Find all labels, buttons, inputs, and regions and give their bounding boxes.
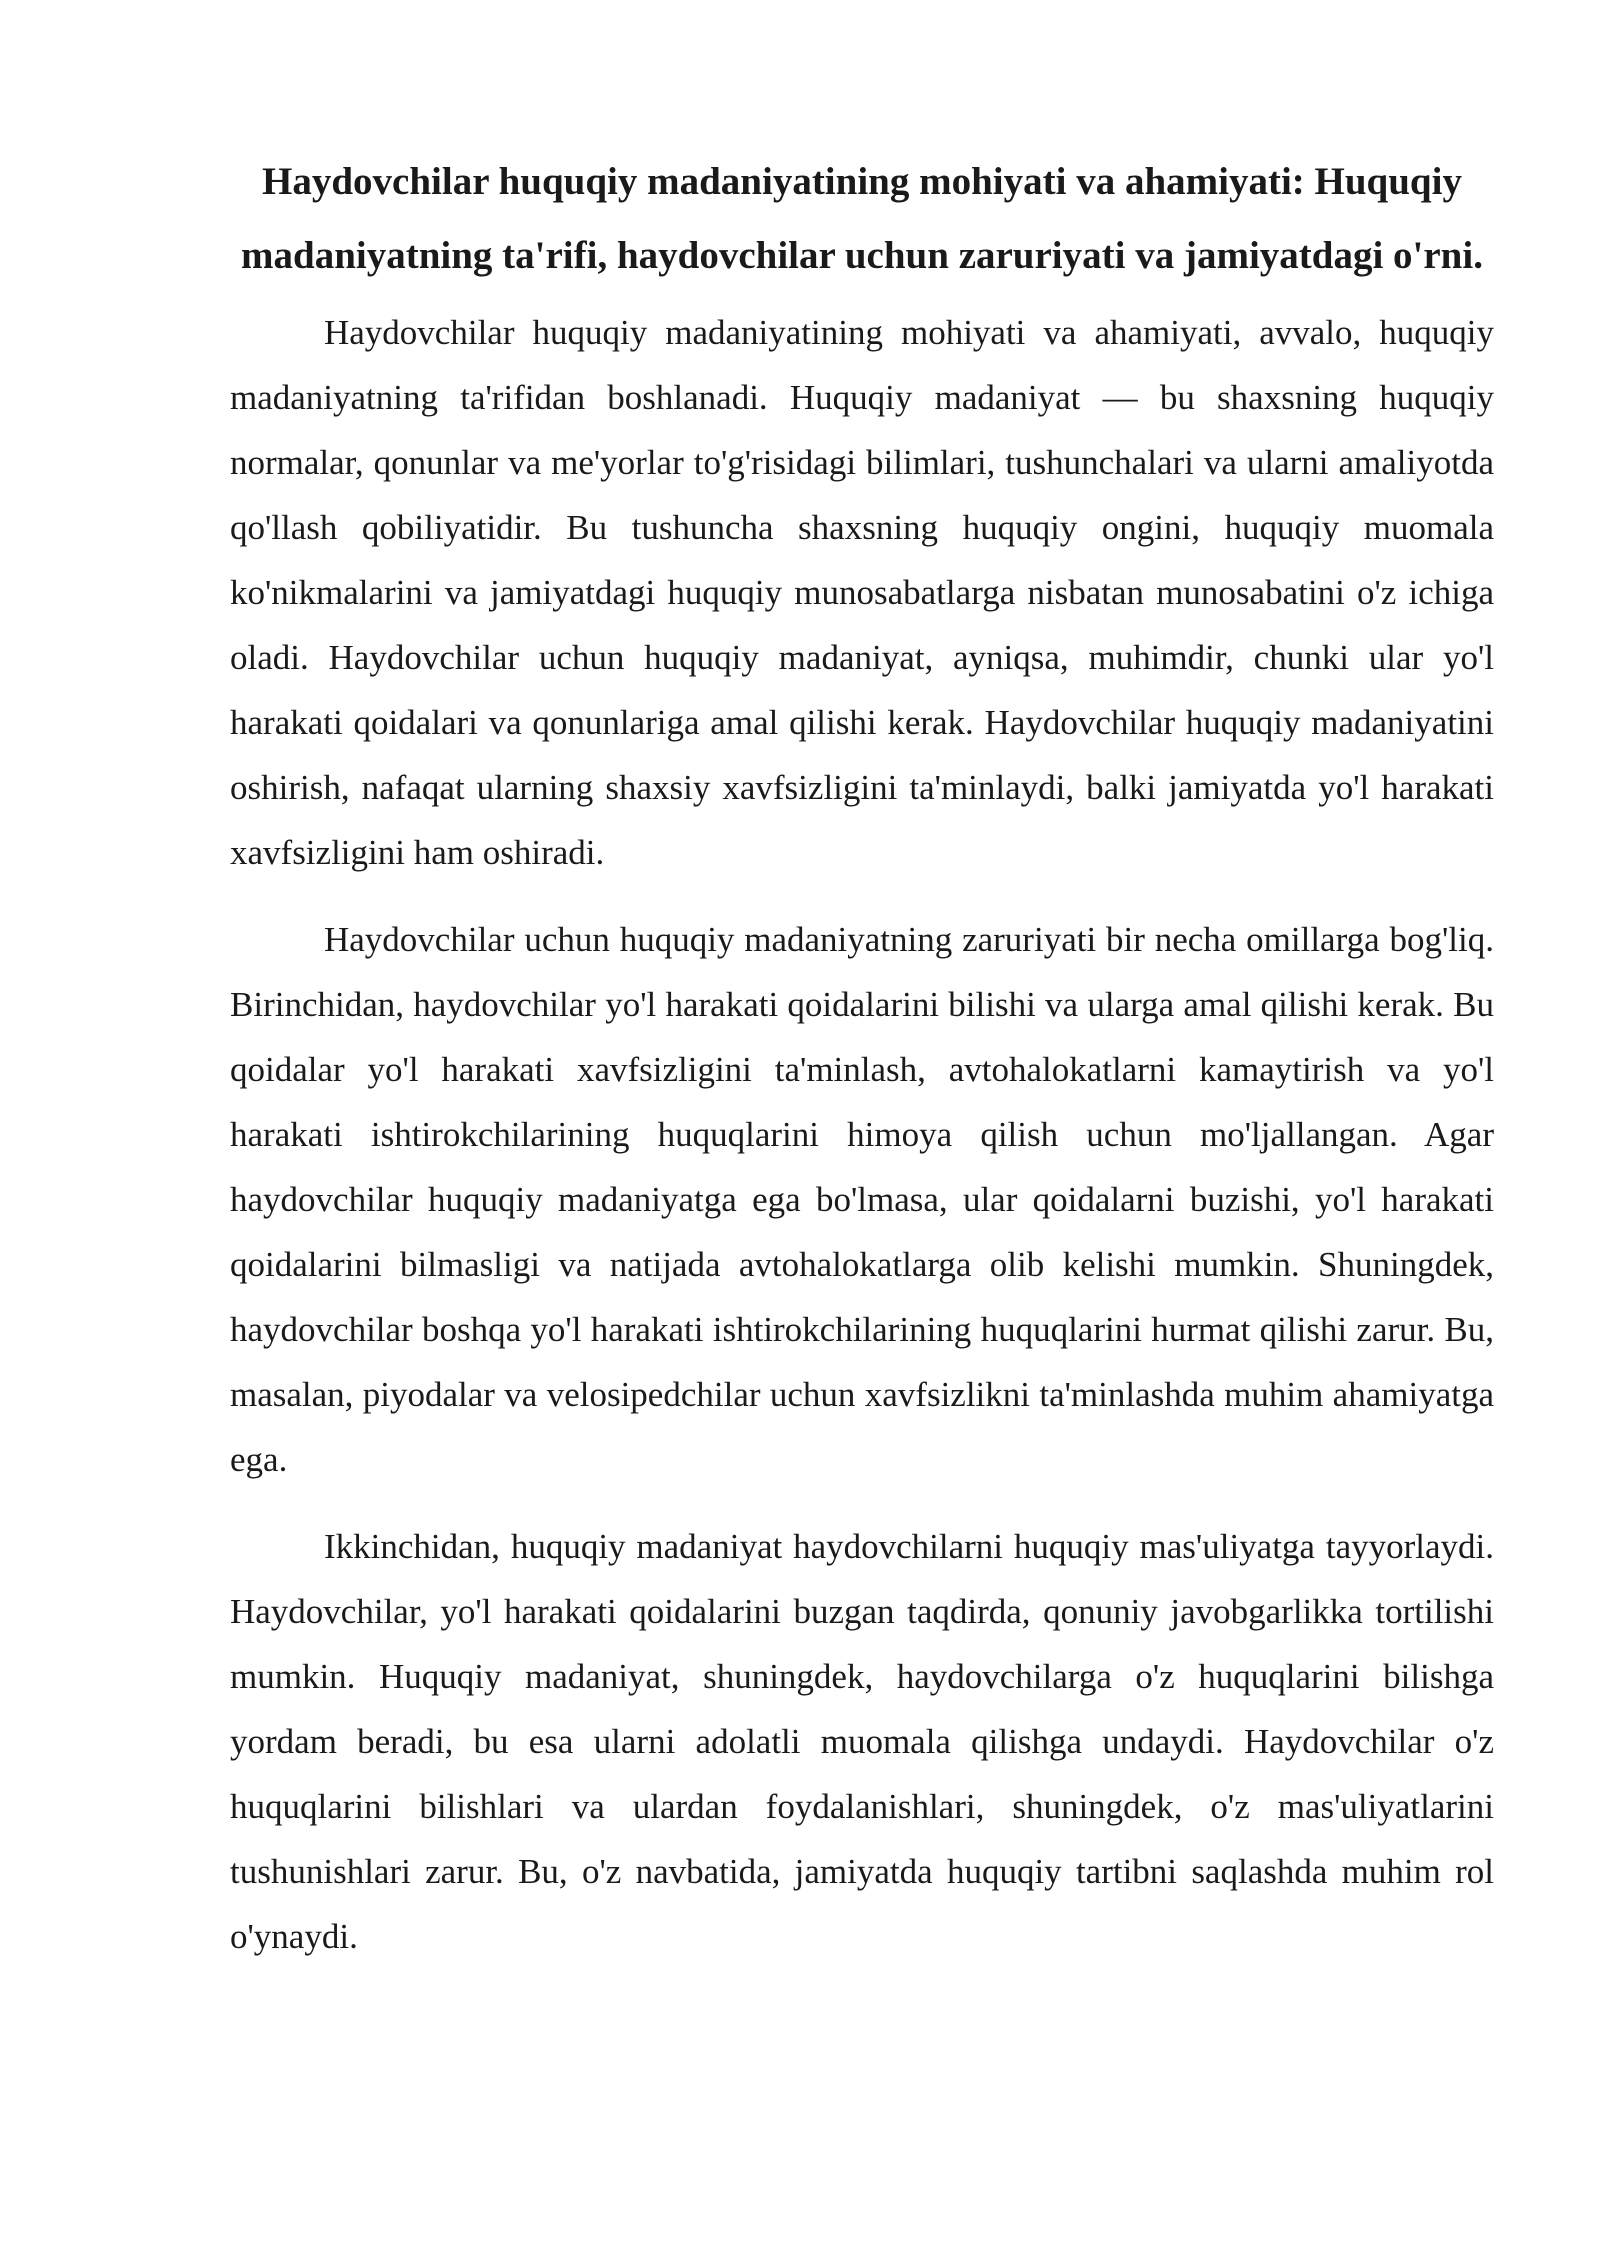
- document-title: Haydovchilar huquqiy madaniyatining mohiyati va ahamiyati: Huquqiy madaniyatning ta'rifi, haydovchilar uchun zaruriyati va jamiyatdagi o'rni.: [241, 160, 1483, 277]
- paragraph-2: Haydovchilar uchun huquqiy madaniyatning zaruriyati bir necha omillarga bog'liq. Birinchidan, haydovchilar yo'l harakati qoidalarini bilishi va ularga amal qilishi kerak. Bu qoidalar yo'l harakati xavfsizligini ta'minlash, avtohalokatlarni kamaytirish va yo'l harakati ishtirokchilarining huquqlarini himoya qilish uchun mo'ljallangan. Agar haydovchilar huquqiy madaniyatga ega bo'lmasa, ular qoidalarni buzishi, yo'l harakati qoidalarini bilmasligi va natijada avtohalokatlarga olib kelishi mumkin. Shuningdek, haydovchilar boshqa yo'l harakati ishtirokchilarining huquqlarini hurmat qilishi zarur. Bu, masalan, piyodalar va velosipedchilar uchun xavfsizlikni ta'minlashda muhim ahamiyatga ega.: [230, 920, 1494, 1479]
- paragraph-3: Ikkinchidan, huquqiy madaniyat haydovchilarni huquqiy mas'uliyatga tayyorlaydi. Haydovchilar, yo'l harakati qoidalarini buzgan taqdirda, qonuniy javobgarlikka tortilishi mumkin. Huquqiy madaniyat, shuningdek, haydovchilarga o'z huquqlarini bilishga yordam beradi, bu esa ularni adolatli muomala qilishga undaydi. Haydovchilar o'z huquqlarini bilishlari va ulardan foydalanishlari, shuningdek, o'z mas'uliyatlarini tushunishlari zarur. Bu, o'z navbatida, jamiyatda huquqiy tartibni saqlashda muhim rol o'ynaydi.: [230, 1527, 1494, 1956]
- paragraph-1: Haydovchilar huquqiy madaniyatining mohiyati va ahamiyati, avvalo, huquqiy madaniyatning ta'rifidan boshlanadi. Huquqiy madaniyat — bu shaxsning huquqiy normalar, qonunlar va me'yorlar to'g'risidagi bilimlari, tushunchalari va ularni amaliyotda qo'llash qobiliyatidir. Bu tushuncha shaxsning huquqiy ongini, huquqiy muomala ko'nikmalarini va jamiyatdagi huquqiy munosabatlarga nisbatan munosabatini o'z ichiga oladi. Haydovchilar uchun huquqiy madaniyat, ayniqsa, muhimdir, chunki ular yo'l harakati qoidalari va qonunlariga amal qilishi kerak. Haydovchilar huquqiy madaniyatini oshirish, nafaqat ularning shaxsiy xavfsizligini ta'minlaydi, balki jamiyatda yo'l harakati xavfsizligini ham oshiradi.: [230, 313, 1494, 872]
- document-page: [230, 145, 1494, 1991]
